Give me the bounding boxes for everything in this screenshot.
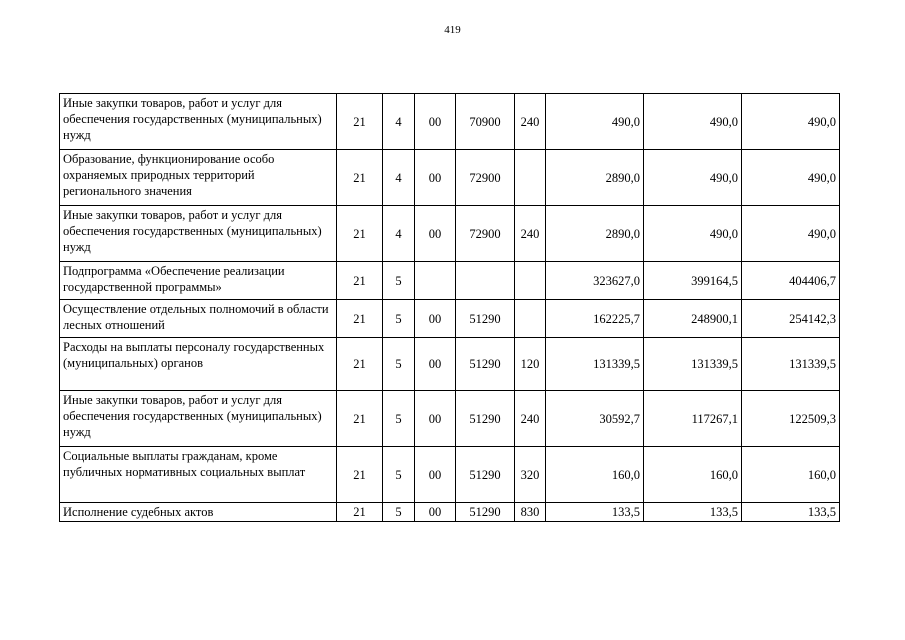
event-code: 00 <box>415 338 456 391</box>
program-code: 21 <box>337 338 383 391</box>
amount-year3: 490,0 <box>742 206 840 262</box>
direction-code <box>456 262 515 300</box>
row-name: Иные закупки товаров, работ и услуг для обеспечения государственных (муниципальных) нужд <box>60 206 337 262</box>
amount-year1: 133,5 <box>546 503 644 522</box>
expense-type-code: 830 <box>515 503 546 522</box>
expense-type-code <box>515 262 546 300</box>
amount-year3: 122509,3 <box>742 391 840 447</box>
table-row <box>60 262 840 300</box>
amount-year2: 131339,5 <box>644 338 742 391</box>
amount-year3: 160,0 <box>742 447 840 503</box>
amount-year1: 131339,5 <box>546 338 644 391</box>
table-row <box>60 94 840 150</box>
row-name: Исполнение судебных актов <box>60 503 337 522</box>
event-code: 00 <box>415 447 456 503</box>
direction-code: 70900 <box>456 94 515 150</box>
direction-code: 72900 <box>456 206 515 262</box>
expense-type-code <box>515 300 546 338</box>
amount-year1: 323627,0 <box>546 262 644 300</box>
table-row <box>60 206 840 262</box>
amount-year3: 404406,7 <box>742 262 840 300</box>
expense-type-code: 240 <box>515 94 546 150</box>
direction-code: 51290 <box>456 503 515 522</box>
subprogram-code: 4 <box>383 150 415 206</box>
amount-year2: 248900,1 <box>644 300 742 338</box>
amount-year3: 133,5 <box>742 503 840 522</box>
event-code <box>415 262 456 300</box>
program-code: 21 <box>337 503 383 522</box>
event-code: 00 <box>415 94 456 150</box>
direction-code: 51290 <box>456 338 515 391</box>
direction-code: 72900 <box>456 150 515 206</box>
row-name: Расходы на выплаты персоналу государственных (муниципальных) органов <box>60 338 337 391</box>
subprogram-code: 5 <box>383 338 415 391</box>
amount-year1: 490,0 <box>546 94 644 150</box>
amount-year1: 2890,0 <box>546 150 644 206</box>
table-row <box>60 447 840 503</box>
amount-year1: 2890,0 <box>546 206 644 262</box>
subprogram-code: 5 <box>383 503 415 522</box>
amount-year2: 490,0 <box>644 94 742 150</box>
table-row <box>60 300 840 338</box>
amount-year1: 162225,7 <box>546 300 644 338</box>
row-name: Образование, функционирование особо охраняемых природных территорий регионального значения <box>60 150 337 206</box>
program-code: 21 <box>337 262 383 300</box>
amount-year3: 490,0 <box>742 150 840 206</box>
expense-type-code: 120 <box>515 338 546 391</box>
table-row <box>60 503 840 522</box>
table-row <box>60 150 840 206</box>
program-code: 21 <box>337 300 383 338</box>
amount-year2: 490,0 <box>644 206 742 262</box>
amount-year2: 490,0 <box>644 150 742 206</box>
program-code: 21 <box>337 150 383 206</box>
budget-table <box>59 93 840 522</box>
subprogram-code: 4 <box>383 94 415 150</box>
row-name: Иные закупки товаров, работ и услуг для обеспечения государственных (муниципальных) нужд <box>60 94 337 150</box>
expense-type-code: 240 <box>515 206 546 262</box>
program-code: 21 <box>337 391 383 447</box>
amount-year2: 117267,1 <box>644 391 742 447</box>
subprogram-code: 4 <box>383 206 415 262</box>
event-code: 00 <box>415 391 456 447</box>
event-code: 00 <box>415 503 456 522</box>
amount-year1: 30592,7 <box>546 391 644 447</box>
row-name: Осуществление отдельных полномочий в области лесных отношений <box>60 300 337 338</box>
table-row <box>60 391 840 447</box>
page-number: 419 <box>444 24 461 36</box>
program-code: 21 <box>337 206 383 262</box>
direction-code: 51290 <box>456 300 515 338</box>
amount-year2: 160,0 <box>644 447 742 503</box>
expense-type-code <box>515 150 546 206</box>
amount-year2: 399164,5 <box>644 262 742 300</box>
direction-code: 51290 <box>456 391 515 447</box>
amount-year1: 160,0 <box>546 447 644 503</box>
direction-code: 51290 <box>456 447 515 503</box>
subprogram-code: 5 <box>383 300 415 338</box>
expense-type-code: 320 <box>515 447 546 503</box>
event-code: 00 <box>415 206 456 262</box>
subprogram-code: 5 <box>383 391 415 447</box>
expense-type-code: 240 <box>515 391 546 447</box>
row-name: Подпрограмма «Обеспечение реализации государственной программы» <box>60 262 337 300</box>
amount-year2: 133,5 <box>644 503 742 522</box>
subprogram-code: 5 <box>383 447 415 503</box>
row-name: Иные закупки товаров, работ и услуг для обеспечения государственных (муниципальных) нужд <box>60 391 337 447</box>
row-name: Социальные выплаты гражданам, кроме публичных нормативных социальных выплат <box>60 447 337 503</box>
event-code: 00 <box>415 150 456 206</box>
event-code: 00 <box>415 300 456 338</box>
amount-year3: 254142,3 <box>742 300 840 338</box>
table-row <box>60 338 840 391</box>
amount-year3: 490,0 <box>742 94 840 150</box>
subprogram-code: 5 <box>383 262 415 300</box>
program-code: 21 <box>337 447 383 503</box>
amount-year3: 131339,5 <box>742 338 840 391</box>
program-code: 21 <box>337 94 383 150</box>
